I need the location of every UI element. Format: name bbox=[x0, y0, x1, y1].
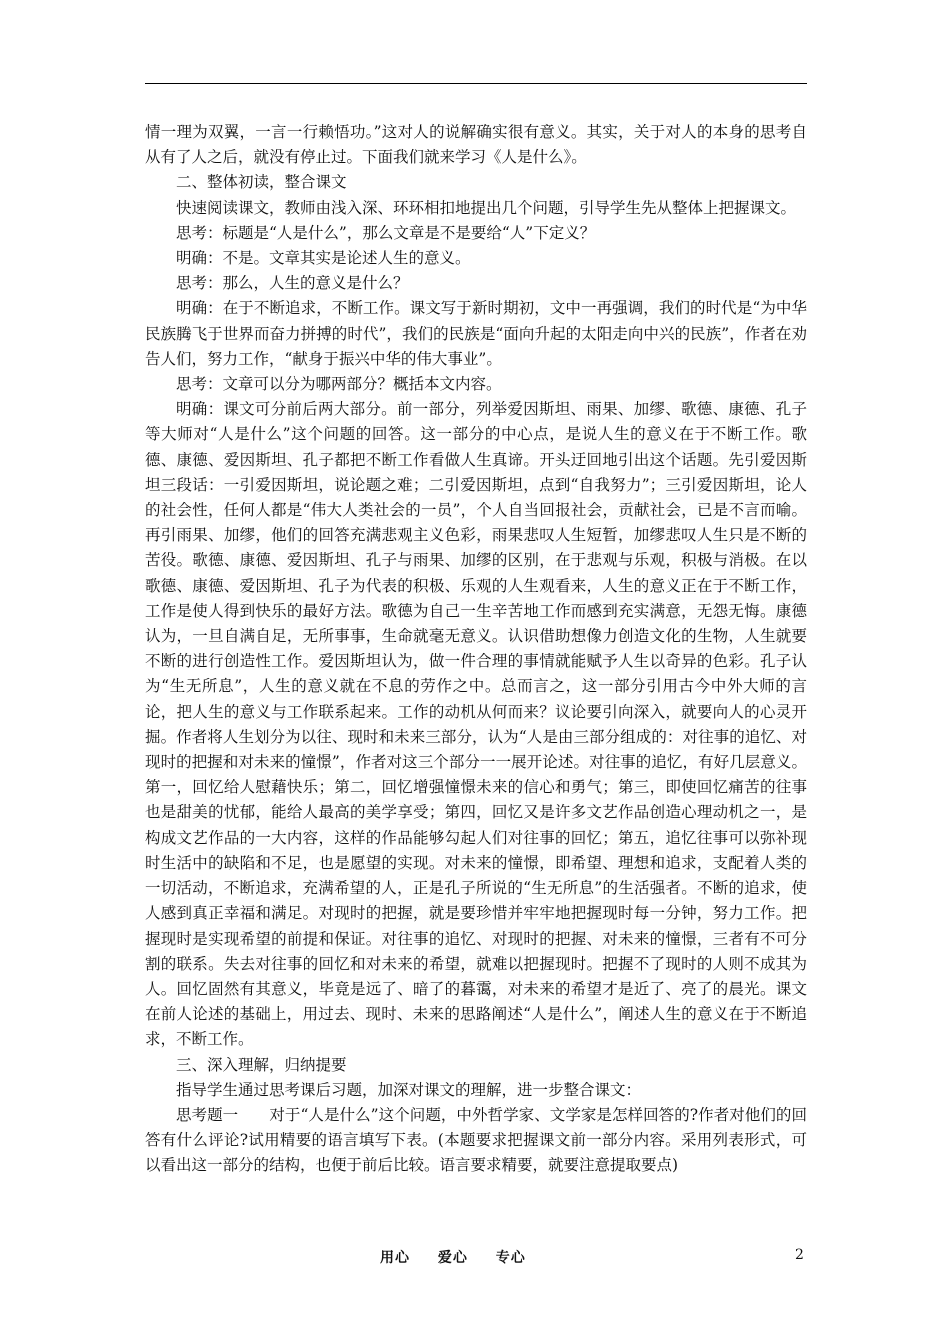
motto-word: 用心 bbox=[380, 1250, 410, 1266]
page-number: 2 bbox=[795, 1247, 804, 1263]
motto-word: 爱心 bbox=[437, 1250, 468, 1266]
paragraph: 思考：那么，人生的意义是什么？ bbox=[176, 274, 409, 293]
paragraph: 快速阅读课文，教师由浅入深、环环相扣地提出几个问题，引导学生先从整体上把握课文。 bbox=[176, 198, 797, 217]
paragraph: 指导学生通过思考课后习题，加深对课文的理解，进一步整合课文： bbox=[176, 1080, 642, 1099]
paragraph: 明确：在于不断追求，不断工作。课文写于新时期初，文中一再强调，我们的时代是“为中华民族腾飞于世界而奋力拼搏的时代”，我们的民族是“面向升起的太阳走向中兴的民族”，作者在劝告人们，努力工作，“献身于振兴中华的伟大事业”。 bbox=[145, 299, 807, 368]
paragraph: 思考题一 对于“人是什么”这个问题，中外哲学家、文学家是怎样回答的?作者对他们的回答有什么评论?试用精要的语言填写下表。(本题要求把握课文前一部分内容。采用列表形式，可以看出这一部分的结构，也便于前后比较。语言要求精要，就要注意提取要点) bbox=[145, 1105, 807, 1175]
paragraph: 思考：标题是“人是什么”，那么文章是不是要给“人”下定义？ bbox=[176, 223, 596, 242]
header-rule bbox=[145, 83, 807, 84]
motto-word: 专心 bbox=[495, 1250, 526, 1266]
footer-motto bbox=[380, 1247, 548, 1267]
paragraph: 明确：不是。文章其实是论述人生的意义。 bbox=[176, 249, 471, 268]
paragraph: 情一理为双翼，一言一行赖悟功。”这对人的说解确实很有意义。其实，关于对人的本身的思考自从有了人之后，就没有停止过。下面我们就来学习《人是什么》。 bbox=[145, 123, 807, 167]
section-heading: 二、整体初读，整合课文 bbox=[176, 173, 347, 192]
paragraph: 思考：文章可以分为哪两部分？概括本文内容。 bbox=[176, 375, 502, 394]
section-heading: 三、深入理解，归纳提要 bbox=[176, 1055, 347, 1074]
document-body bbox=[145, 120, 807, 1179]
paragraph: 明确：课文可分前后两大部分。前一部分，列举爱因斯坦、雨果、加缪、歌德、康德、孔子等大师对“人是什么”这个问题的回答。这一部分的中心点，是说人生的意义在于不断工作。歌德、康德、爱因斯坦、孔子都把不断工作看做人生真谛。开头迂回地引出这个话题。先引爱因斯坦三段话：一引爱因斯坦，说论题之难；二引爱因斯坦，点到“自我努力”；三引爱因斯坦，论人的社会性，任何人都是“伟大人类社会的一员”，个人自当回报社会，贡献社会，已是不言而喻。再引雨果、加缪，他们的回答充满悲观主义色彩，雨果悲叹人生短暂，加缪悲叹人生只是不断的苦役。歌德、康德、爱因斯坦、孔子与雨果、加缪的区别，在于悲观与乐观，积极与消极。在以歌德、康德、爱因斯坦、孔子为代表的积极、乐观的人生观看来，人生的意义正在于不断工作，工作是使人得到快乐的最好方法。歌德为自己一生辛苦地工作而感到充实满意，无怨无悔。康德认为，一旦自满自足，无所事事，生命就毫无意义。认识借助想像力创造文化的生物，人生就要不断的进行创造性工作。爱因斯坦认为，做一件合理的事情就能赋予人生以奇异的色彩。孔子认为“生无所息”，人生的意义就在不息的劳作之中。总而言之，这一部分引用古今中外大师的言论，把人生的意义与工作联系起来。工作的动机从何而来？议论要引向深入，就要向人的心灵开掘。作者将人生划分为以往、现时和未来三部分，认为“人是由三部分组成的：对往事的追忆、对现时的把握和对未来的憧憬”，作者对这三个部分一一展开论述。对往事的追忆，有好几层意义。第一，回忆给人慰藉快乐；第二，回忆增强憧憬未来的信心和勇气；第三，即使回忆痛苦的往事也是甜美的忧郁，能给人最高的美学享受；第四，回忆又是许多文艺作品创造心理动机之一，是构成文艺作品的一大内容，这样的作品能够勾起人们对往事的回忆；第五，追忆往事可以弥补现时生活中的缺陷和不足，也是愿望的实现。对未来的憧憬，即希望、理想和追求，支配着人类的一切活动，不断追求，充满希望的人，正是孔子所说的“生无所息”的生活强者。不断的追求，使人感到真正幸福和满足。对现时的把握，就是要珍惜并牢牢地把握现时每一分钟，努力工作。把握现时是实现希望的前提和保证。对往事的追忆、对现时的把握、对未来的憧憬，三者有不可分割的联系。失去对往事的回忆和对未来的希望，就难以把握现时。把握不了现时的人则不成其为人。回忆固然有其意义，毕竟是远了、暗了的暮霭，对未来的希望才是近了、亮了的晨光。课文在前人论述的基础上，用过去、现时、未来的思路阐述“人是什么”，阐述人生的意义在于不断追求，不断工作。 bbox=[145, 400, 807, 1049]
